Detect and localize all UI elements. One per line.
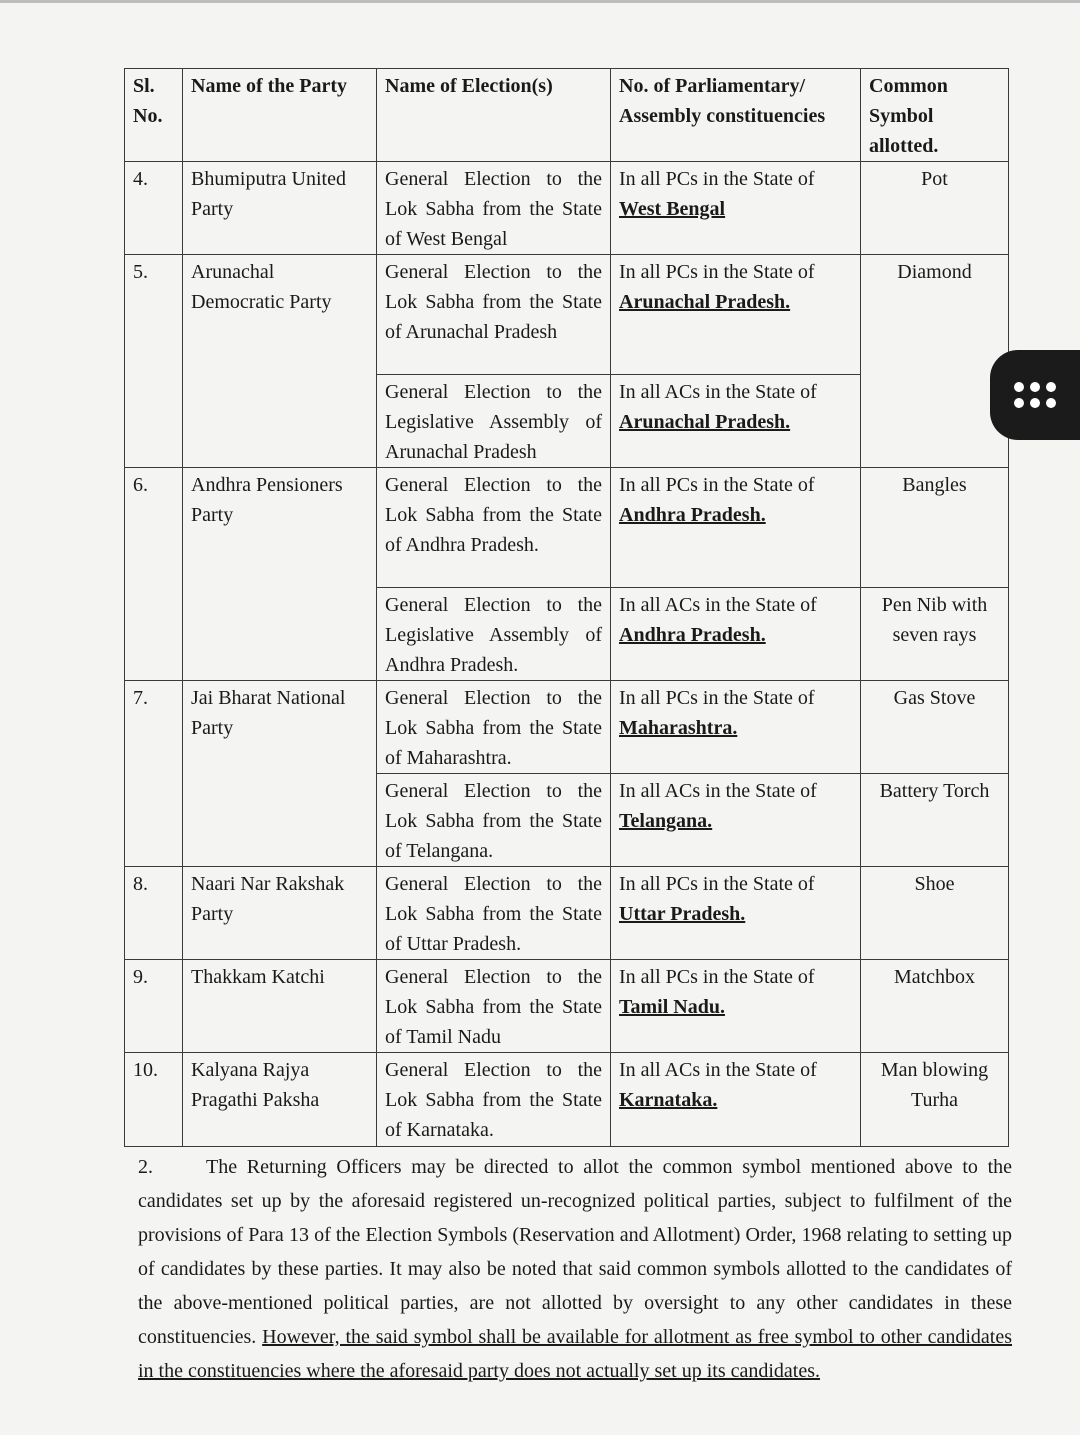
row-symbol: Diamond xyxy=(861,255,1009,468)
constituency-state: Tamil Nadu. xyxy=(619,996,725,1018)
paragraph-text: The Returning Officers may be directed to allot the common symbol mentioned above to the candidates set up by the aforesaid registered un-recognized political parties, subject to fulfilment of the provisions of Para 13 of the Election Symbols (Reservation and Allotment) Order, 1968 relating to setting up of candidates by these parties. It may also be noted that said common symbols allotted to the candidates of the above-mentioned political parties, are not allotted by oversight to any other candidates in these constituencies. xyxy=(138,1156,1012,1348)
row-sl-no: 6. xyxy=(125,468,183,681)
row-election: General Election to the Lok Sabha from the State of West Bengal xyxy=(377,162,611,255)
header-constituencies: No. of Parliamentary/ Assembly constituencies xyxy=(611,69,861,162)
row-election: General Election to the Lok Sabha from the State of Tamil Nadu xyxy=(377,960,611,1053)
constituency-prefix: In all PCs in the State of xyxy=(619,873,815,895)
row-party-name: Bhumiputra United Party xyxy=(183,162,377,255)
row-constituencies xyxy=(611,774,861,867)
constituency-prefix: In all PCs in the State of xyxy=(619,474,815,496)
constituency-state: Arunachal Pradesh. xyxy=(619,411,791,433)
constituency-state: West Bengal xyxy=(619,198,726,220)
row-election: General Election to the Legislative Assembly of Andhra Pradesh. xyxy=(377,588,611,681)
row-sl-no: 5. xyxy=(125,255,183,468)
row-sl-no: 9. xyxy=(125,960,183,1053)
row-constituencies xyxy=(611,162,861,255)
row-constituencies xyxy=(611,867,861,960)
row-sl-no: 7. xyxy=(125,681,183,867)
constituency-state: Uttar Pradesh. xyxy=(619,903,746,925)
table-row xyxy=(125,1053,1009,1147)
constituency-prefix: In all ACs in the State of xyxy=(619,594,817,616)
row-election: General Election to the Lok Sabha from the State of Karnataka. xyxy=(377,1053,611,1147)
row-party-name: Thakkam Katchi xyxy=(183,960,377,1053)
symbol-allotment-table xyxy=(124,68,1009,1147)
row-constituencies xyxy=(611,588,861,681)
row-sl-no: 8. xyxy=(125,867,183,960)
row-election: General Election to the Lok Sabha from the State of Andhra Pradesh. xyxy=(377,468,611,588)
header-party-name: Name of the Party xyxy=(183,69,377,162)
row-party-name: Andhra Pensioners Party xyxy=(183,468,377,681)
row-constituencies xyxy=(611,681,861,774)
row-constituencies xyxy=(611,1053,861,1147)
header-common-symbol: Common Symbol allotted. xyxy=(861,69,1009,162)
row-symbol: Man blowing Turha xyxy=(861,1053,1009,1147)
row-election: General Election to the Lok Sabha from the State of Maharashtra. xyxy=(377,681,611,774)
constituency-prefix: In all ACs in the State of xyxy=(619,780,817,802)
paragraph-number: 2. xyxy=(138,1156,153,1178)
row-constituencies xyxy=(611,255,861,375)
row-symbol: Battery Torch xyxy=(861,774,1009,867)
constituency-state: Karnataka. xyxy=(619,1089,718,1111)
table-row xyxy=(125,255,1009,375)
header-election-name: Name of Election(s) xyxy=(377,69,611,162)
row-constituencies xyxy=(611,960,861,1053)
constituency-state: Andhra Pradesh. xyxy=(619,504,766,526)
constituency-state: Maharashtra. xyxy=(619,717,738,739)
table-row xyxy=(125,960,1009,1053)
row-party-name: Jai Bharat National Party xyxy=(183,681,377,867)
row-party-name: Kalyana Rajya Pragathi Paksha xyxy=(183,1053,377,1147)
constituency-state: Arunachal Pradesh. xyxy=(619,291,791,313)
row-sl-no: 4. xyxy=(125,162,183,255)
paragraph-underlined-text: However, the said symbol shall be available for allotment as free symbol to other candidates in the constituencies where the aforesaid party does not actually set up its candidates. xyxy=(138,1326,1013,1382)
constituency-prefix: In all PCs in the State of xyxy=(619,261,815,283)
table-row xyxy=(125,681,1009,774)
constituency-prefix: In all ACs in the State of xyxy=(619,381,817,403)
row-symbol: Gas Stove xyxy=(861,681,1009,774)
row-symbol: Bangles xyxy=(861,468,1009,588)
constituency-state: Telangana. xyxy=(619,810,713,832)
row-symbol: Matchbox xyxy=(861,960,1009,1053)
constituency-prefix: In all ACs in the State of xyxy=(619,1059,817,1081)
row-election: General Election to the Legislative Assembly of Arunachal Pradesh xyxy=(377,375,611,468)
table-row xyxy=(125,468,1009,588)
row-election: General Election to the Lok Sabha from the State of Uttar Pradesh. xyxy=(377,867,611,960)
row-election: General Election to the Lok Sabha from the State of Arunachal Pradesh xyxy=(377,255,611,375)
row-symbol: Pot xyxy=(861,162,1009,255)
row-symbol: Shoe xyxy=(861,867,1009,960)
header-sl-no: Sl. No. xyxy=(125,69,183,162)
row-sl-no: 10. xyxy=(125,1053,183,1147)
page-top-edge xyxy=(0,0,1080,3)
row-party-name: Arunachal Democratic Party xyxy=(183,255,377,468)
constituency-state: Andhra Pradesh. xyxy=(619,624,766,646)
constituency-prefix: In all PCs in the State of xyxy=(619,168,815,190)
constituency-prefix: In all PCs in the State of xyxy=(619,687,815,709)
more-dots-icon xyxy=(1014,382,1056,408)
row-symbol: Pen Nib with seven rays xyxy=(861,588,1009,681)
paragraph-2 xyxy=(138,1150,1012,1388)
table-header-row xyxy=(125,69,1009,162)
row-party-name: Naari Nar Rakshak Party xyxy=(183,867,377,960)
constituency-prefix: In all PCs in the State of xyxy=(619,966,815,988)
row-constituencies xyxy=(611,375,861,468)
more-options-button[interactable] xyxy=(990,350,1080,440)
table-row xyxy=(125,162,1009,255)
row-constituencies xyxy=(611,468,861,588)
table-row xyxy=(125,867,1009,960)
row-election: General Election to the Lok Sabha from the State of Telangana. xyxy=(377,774,611,867)
